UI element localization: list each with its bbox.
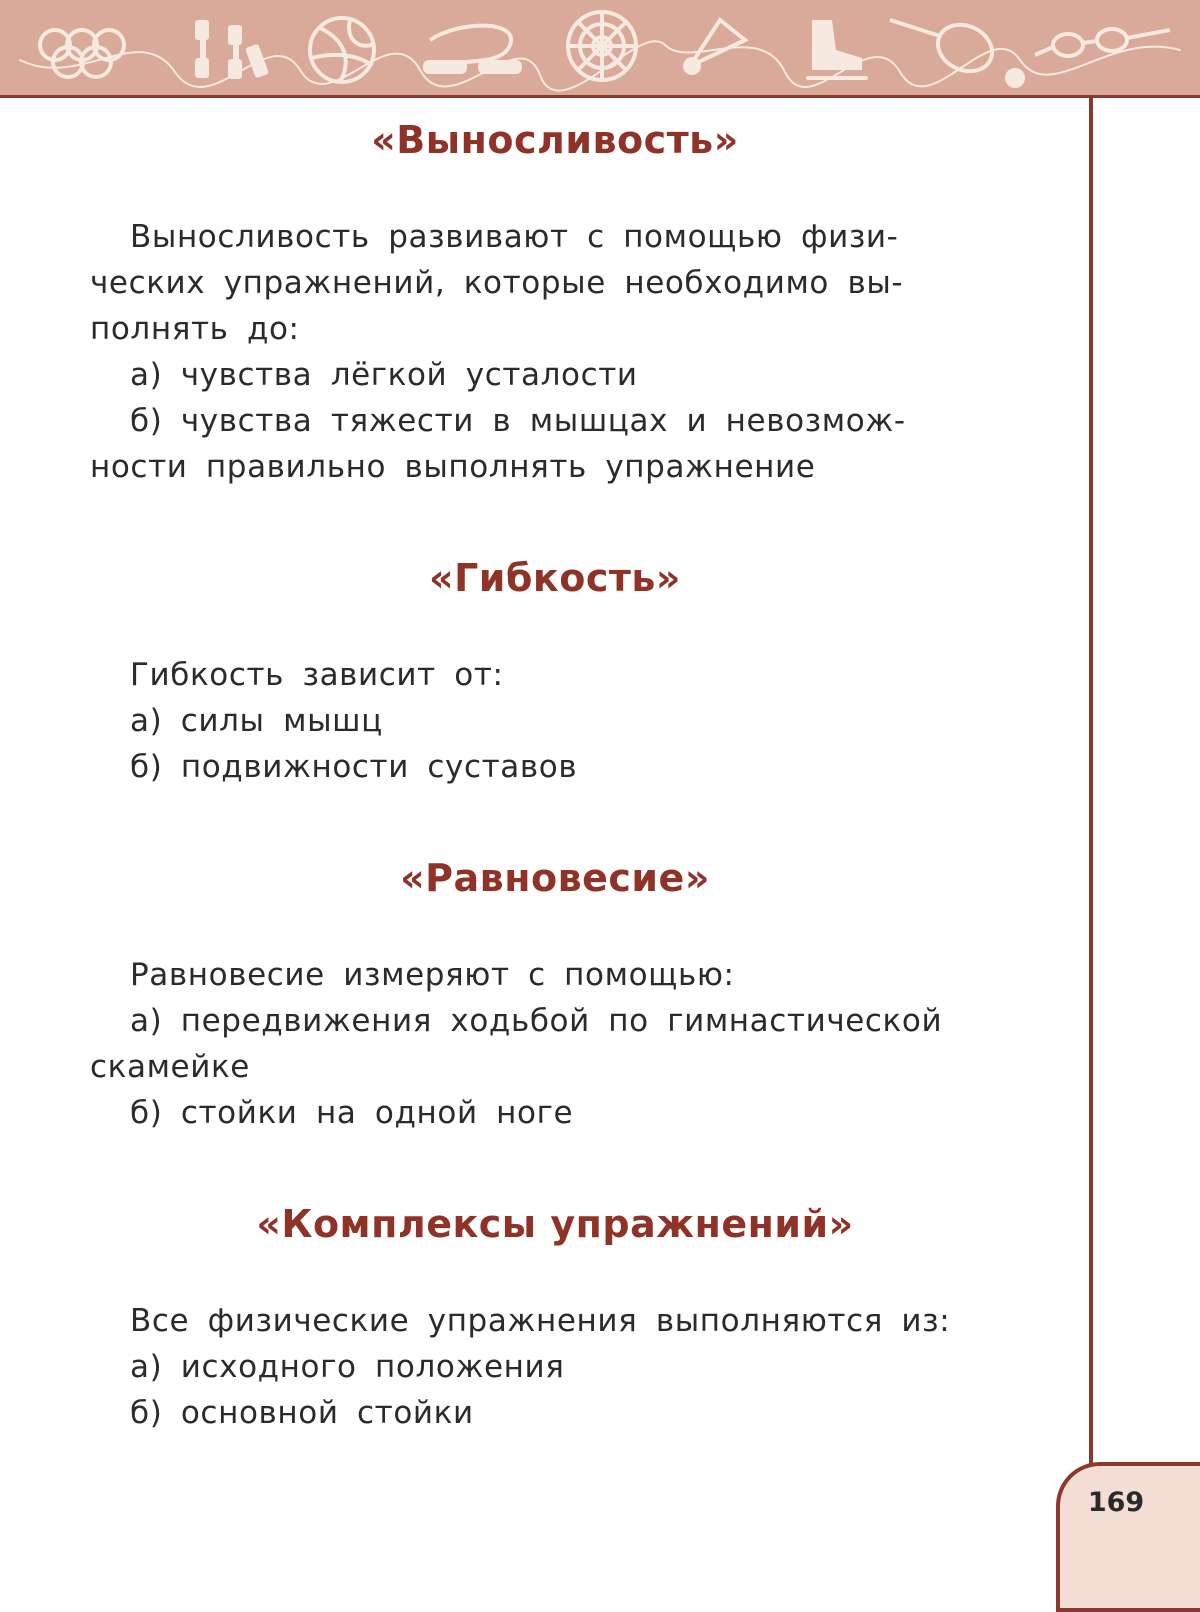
jump-rope-icon <box>425 26 520 72</box>
paragraph-line: Равновесие измеряют с помощью: <box>130 957 735 993</box>
paragraph-line: Выносливость развивают с помощью физи- <box>130 219 899 255</box>
answer-option-b: б) подвижности суставов <box>130 749 578 785</box>
page-content <box>90 110 1020 1436</box>
olympic-rings-icon <box>40 30 124 77</box>
paragraph-line: Гибкость зависит от: <box>130 657 504 693</box>
sports-icons-strip <box>0 0 1200 98</box>
section-title-exercise-sets: «Комплексы упражнений» <box>256 1202 854 1246</box>
tennis-racket-icon <box>890 16 1023 86</box>
answer-option-a: а) силы мышц <box>130 703 383 739</box>
skate-icon <box>806 20 868 80</box>
answer-option-b: б) основной стойки <box>130 1395 474 1431</box>
header-decoration-band <box>0 0 1200 98</box>
answer-option-b: б) стойки на одной ноге <box>130 1095 574 1131</box>
paragraph-line: полнять до: <box>90 311 300 347</box>
page-number-tab <box>1056 1462 1200 1612</box>
paragraph-line: скамейке <box>90 1049 250 1085</box>
section-title-flexibility: «Гибкость» <box>429 556 681 600</box>
paragraph-line: Все физические упражнения выполняются из: <box>130 1303 951 1339</box>
page-margin-rule <box>1089 98 1093 1582</box>
dartboard-icon <box>568 12 636 80</box>
goggles-icon <box>1035 29 1170 56</box>
paragraph-line: ности правильно выполнять упражнение <box>90 449 816 485</box>
section-text-endurance <box>90 214 1020 490</box>
section-title-balance: «Равновесие» <box>400 856 710 900</box>
section-title-endurance: «Выносливость» <box>371 118 739 162</box>
volleyball-icon <box>310 18 374 82</box>
page-number: 169 <box>1087 1487 1145 1518</box>
answer-option-a: а) чувства лёгкой усталости <box>130 357 638 393</box>
section-text-balance <box>90 952 1020 1136</box>
answer-option-a: а) передвижения ходьбой по гимнастической <box>130 1003 943 1039</box>
section-text-flexibility <box>90 652 1020 790</box>
paragraph-line: ческих упражнений, которые необходимо вы- <box>90 265 904 301</box>
section-text-exercise-sets <box>90 1298 1020 1436</box>
dumbbells-icon <box>195 20 269 79</box>
answer-option-b: б) чувства тяжести в мышцах и невозмож- <box>130 403 906 439</box>
answer-option-a: а) исходного положения <box>130 1349 565 1385</box>
